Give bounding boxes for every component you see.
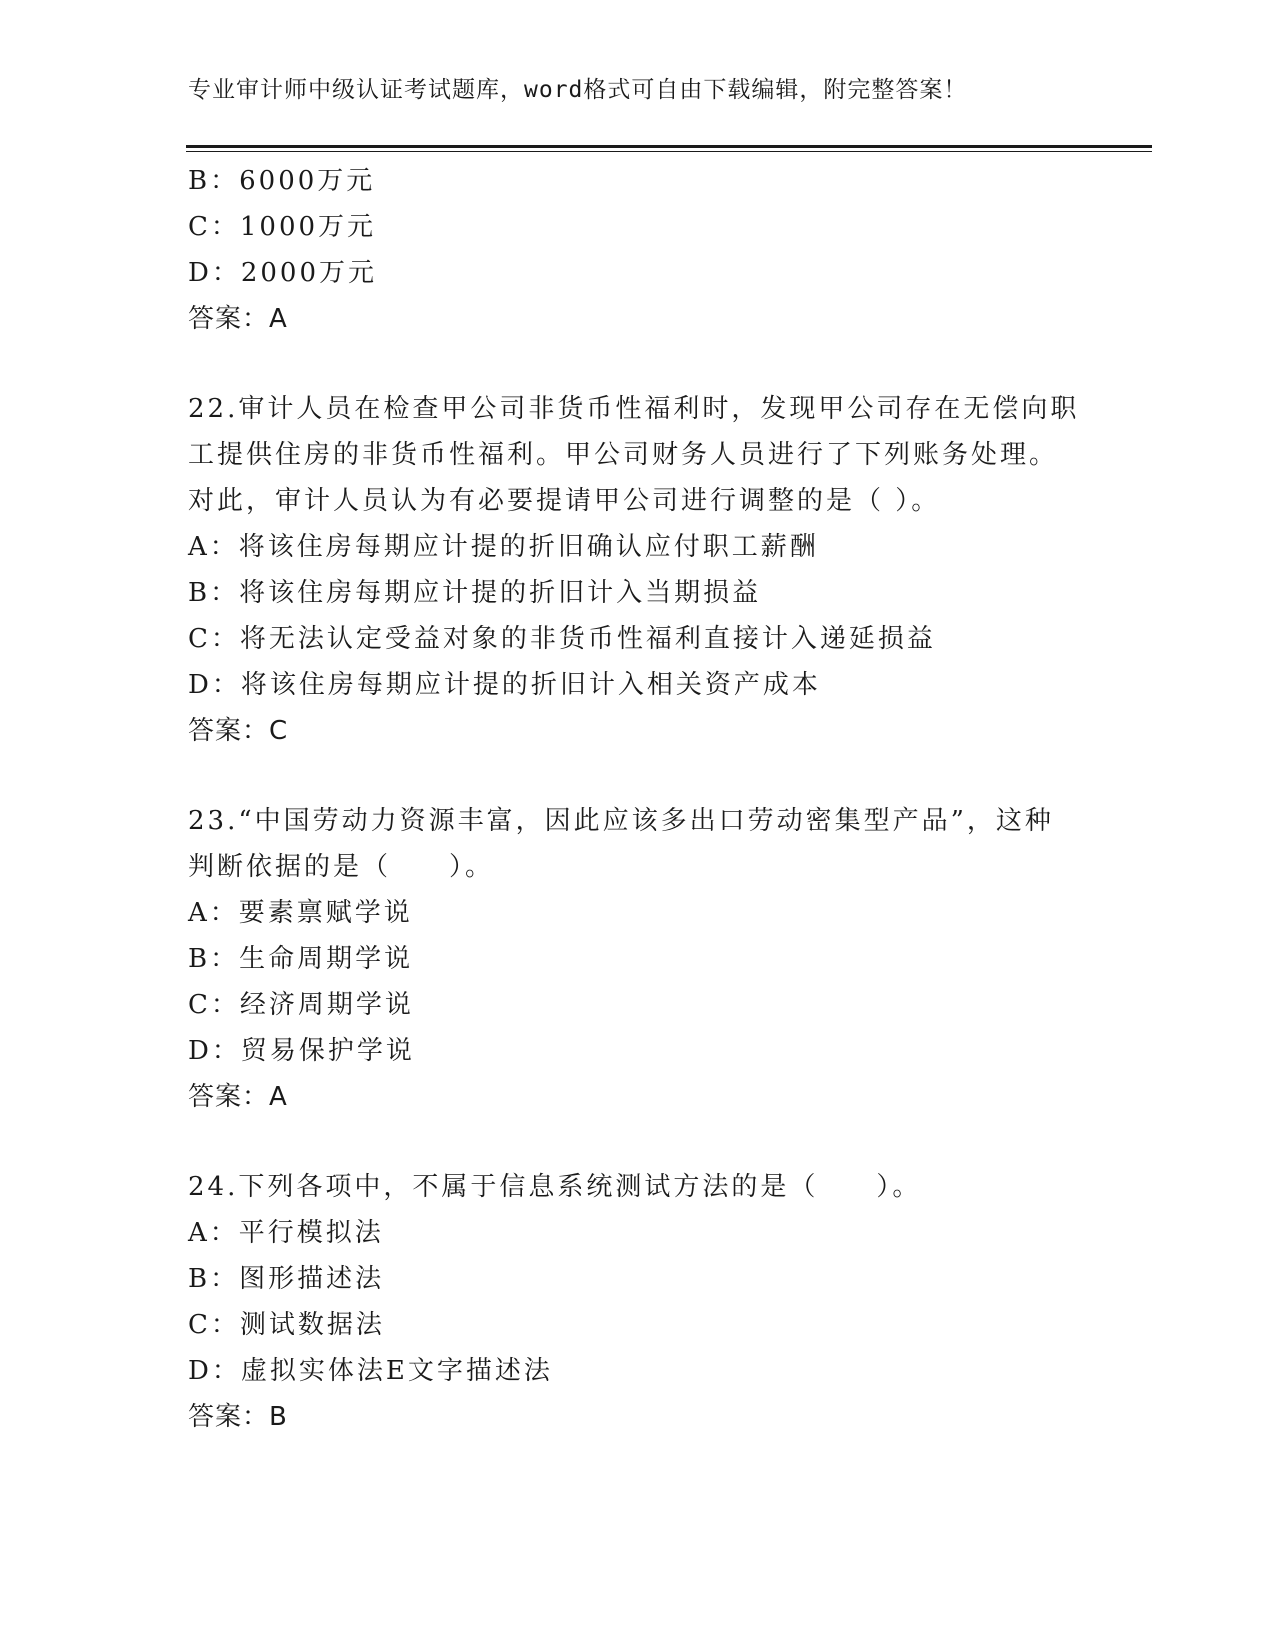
option-line: A：将该住房每期应计提的折旧确认应付职工薪酬 [188,532,819,562]
option-line: C：1000万元 [188,212,377,242]
option-line: C：将无法认定受益对象的非货币性福利直接计入递延损益 [188,624,936,654]
answer-line: 答案：C [188,716,289,746]
question-block-0 [188,158,1088,342]
option-line: D：贸易保护学说 [188,1036,415,1066]
answer-line: 答案：B [188,1402,288,1432]
question-content [188,158,1088,1440]
question-block-24 [188,1164,1088,1440]
option-line: B：将该住房每期应计提的折旧计入当期损益 [188,578,762,608]
header-rule-thick [186,145,1152,148]
question-text-line: 工提供住房的非货币性福利。甲公司财务人员进行了下列账务处理。 [188,440,1059,470]
option-line: D：2000万元 [188,258,378,288]
block-gap [188,1120,1088,1164]
option-line: D：虚拟实体法E文字描述法 [188,1356,553,1386]
question-text-line: 24.下列各项中，不属于信息系统测试方法的是（ ）。 [188,1172,922,1202]
option-line: B：生命周期学说 [188,944,414,974]
option-line: D：将该住房每期应计提的折旧计入相关资产成本 [188,670,821,700]
question-text-line: 23.“中国劳动力资源丰富，因此应该多出口劳动密集型产品”，这种 [188,806,1054,836]
header-rule-thin [186,151,1152,152]
question-text-line: 对此，审计人员认为有必要提请甲公司进行调整的是（ ）。 [188,486,941,516]
option-line: C：经济周期学说 [188,990,414,1020]
page-header: 专业审计师中级认证考试题库，word格式可自由下载编辑，附完整答案！ [188,77,968,103]
question-text-line: 判断依据的是（ ）。 [188,852,495,882]
question-block-23 [188,798,1088,1120]
block-gap [188,342,1088,386]
answer-line: 答案：A [188,304,288,334]
question-block-22 [188,386,1088,754]
option-line: A：要素禀赋学说 [188,898,413,928]
answer-line: 答案：A [188,1082,288,1112]
option-line: B：6000万元 [188,166,376,196]
option-line: B：图形描述法 [188,1264,385,1294]
option-line: A：平行模拟法 [188,1218,384,1248]
option-line: C：测试数据法 [188,1310,385,1340]
block-gap [188,754,1088,798]
question-text-line: 22.审计人员在检查甲公司非货币性福利时，发现甲公司存在无偿向职 [188,394,1080,424]
